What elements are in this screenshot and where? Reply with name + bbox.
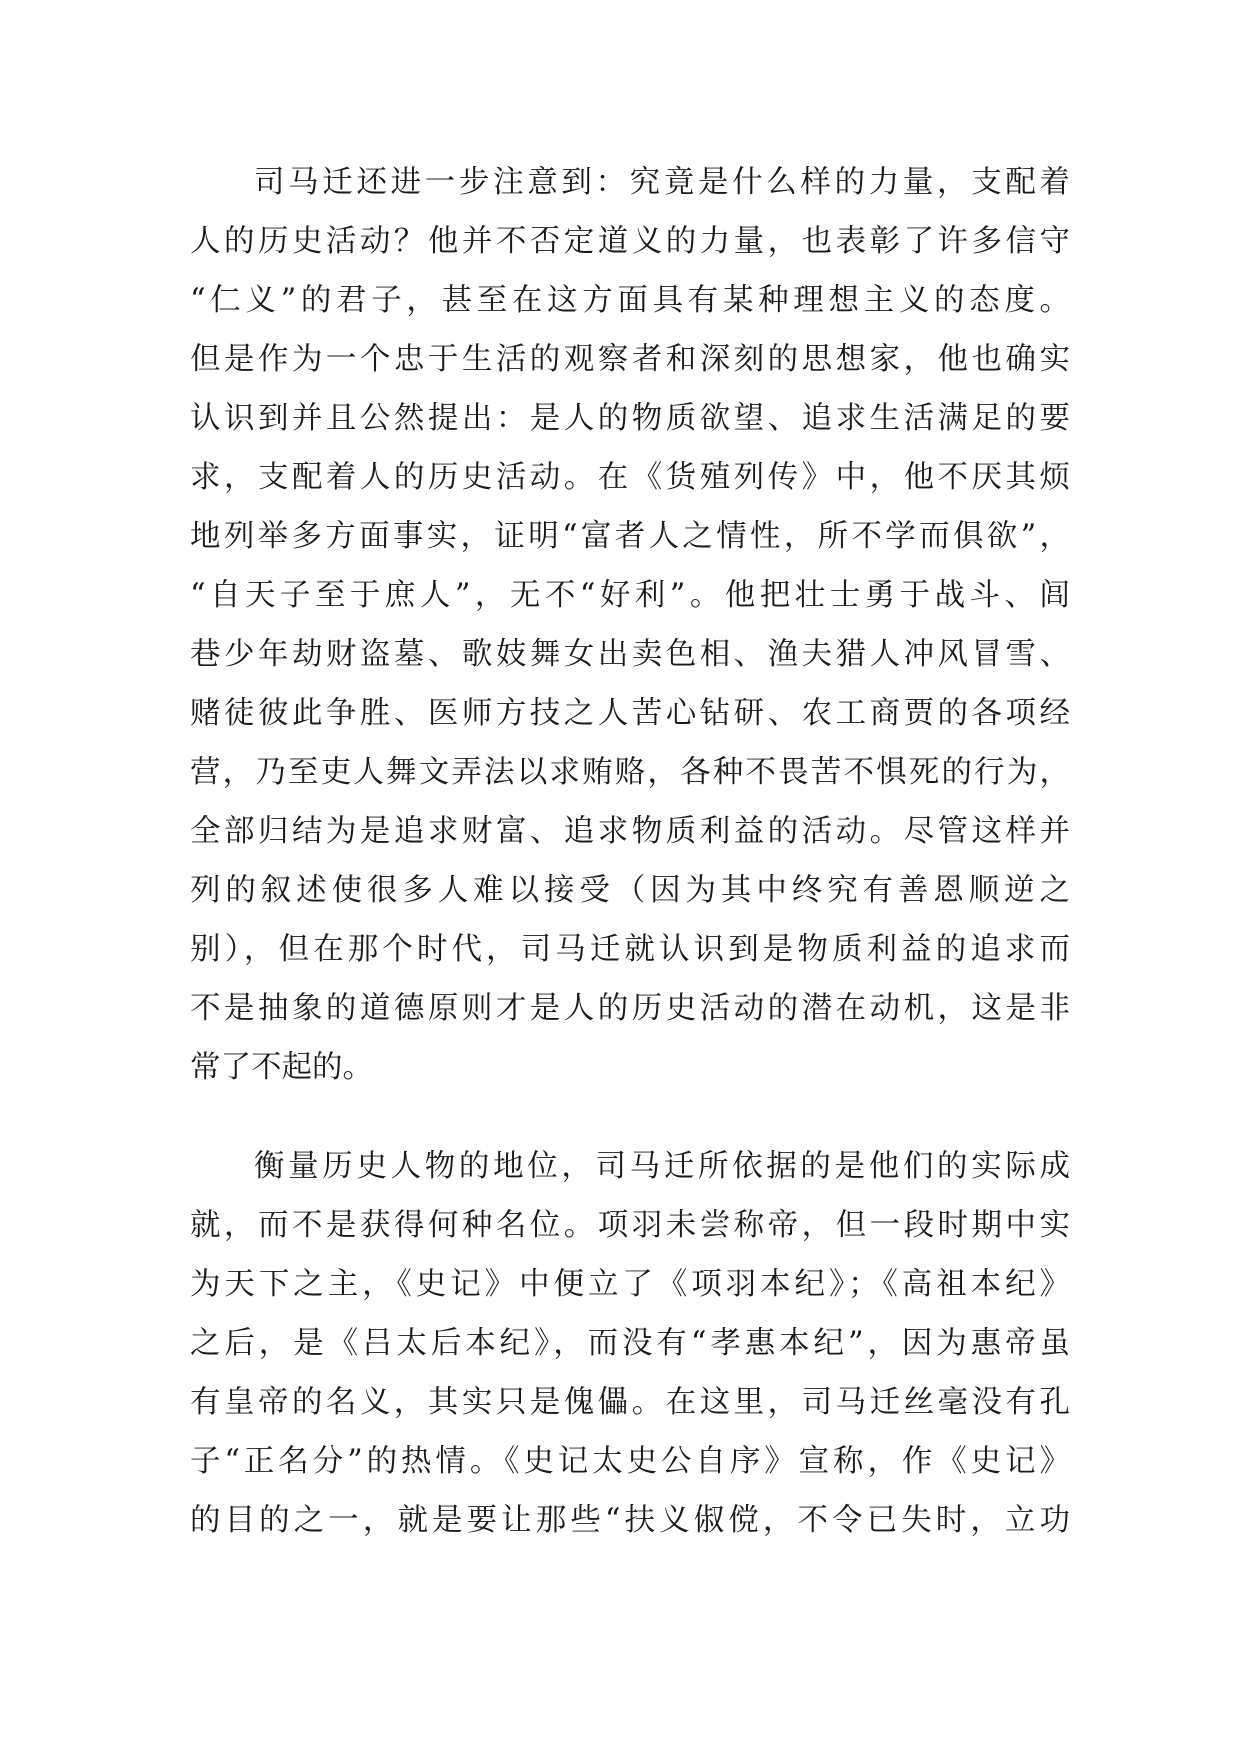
paragraph-line: 但是作为一个忠于生活的观察者和深刻的思想家，他也确实 — [190, 342, 1070, 377]
paragraph-line: 赌徒彼此争胜、医师方技之人苦心钻研、农工商贾的各项经 — [190, 696, 1070, 731]
paragraph-line: 认识到并且公然提出：是人的物质欲望、追求生活满足的要 — [190, 401, 1070, 436]
paragraph-line: 全部归结为是追求财富、追求物质利益的活动。尽管这样并 — [190, 814, 1070, 849]
paragraph-line: 的目的之一，就是要让那些“扶义俶傥，不令已失时，立功 — [190, 1503, 1070, 1538]
paragraph-line: 衡量历史人物的地位，司马迁所依据的是他们的实际成 — [254, 1149, 1070, 1184]
paragraph-line: 列的叙述使很多人难以接受（因为其中终究有善恩顺逆之 — [190, 873, 1070, 908]
paragraph-line: 地列举多方面事实，证明“富者人之情性，所不学而俱欲”， — [190, 519, 1070, 554]
paragraph-line: 不是抽象的道德原则才是人的历史活动的潜在动机，这是非 — [190, 991, 1070, 1026]
paragraph-line: “自天子至于庶人”，无不“好利”。他把壮士勇于战斗、闾 — [190, 578, 1070, 613]
paragraph-line: 就，而不是获得何种名位。项羽未尝称帝，但一段时期中实 — [190, 1208, 1070, 1243]
paragraph-line: 营，乃至吏人舞文弄法以求贿赂，各种不畏苦不惧死的行为， — [190, 755, 1070, 790]
paragraph-line: 之后，是《吕太后本纪》，而没有“孝惠本纪”，因为惠帝虽 — [190, 1326, 1070, 1361]
paragraph-2 — [190, 1137, 1070, 1550]
paragraph-line: 子“正名分”的热情。《史记太史公自序》宣称，作《史记》 — [190, 1444, 1070, 1479]
paragraph-line: 有皇帝的名义，其实只是傀儡。在这里，司马迁丝毫没有孔 — [190, 1385, 1070, 1420]
paragraph-1 — [190, 153, 1070, 1097]
paragraph-line: 常了不起的。 — [190, 1050, 373, 1085]
paragraph-line: 为天下之主，《史记》中便立了《项羽本纪》；《高祖本纪》 — [190, 1267, 1070, 1302]
paragraph-line: 人的历史活动？他并不否定道义的力量，也表彰了许多信守 — [190, 224, 1070, 259]
paragraph-line: 司马迁还进一步注意到：究竟是什么样的力量，支配着 — [254, 165, 1070, 200]
paragraph-line: 巷少年劫财盗墓、歌妓舞女出卖色相、渔夫猎人冲风冒雪、 — [190, 637, 1070, 672]
paragraph-line: 求，支配着人的历史活动。在《货殖列传》中，他不厌其烦 — [190, 460, 1070, 495]
paragraph-line: 别），但在那个时代，司马迁就认识到是物质利益的追求而 — [190, 932, 1070, 967]
paragraph-line: “仁义”的君子，甚至在这方面具有某种理想主义的态度。 — [190, 283, 1070, 318]
